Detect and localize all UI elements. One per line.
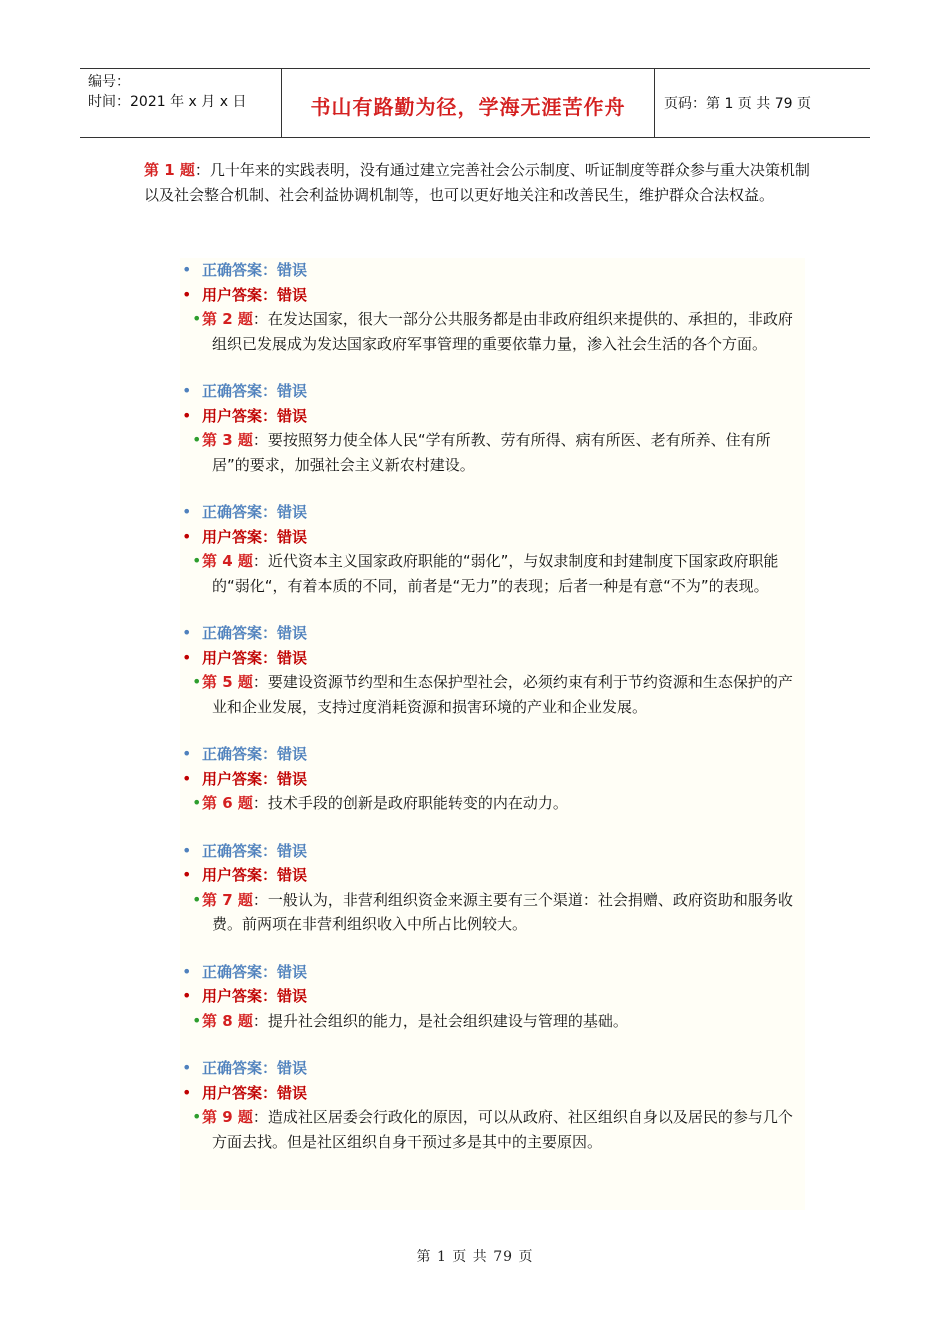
question-body: ：造成社区居委会行政化的原因，可以从政府、社区组织自身以及居民的参与几个方面去找。但是社区组织自身干预过多是其中的主要原因。 — [212, 1108, 793, 1151]
question-block — [180, 379, 800, 477]
user-answer: 用户答案：错误 — [202, 285, 308, 304]
bullet-icon: • — [192, 793, 202, 812]
question-block — [180, 258, 800, 356]
question-block — [180, 742, 800, 816]
first-question — [144, 158, 814, 226]
bullet-icon: • — [182, 502, 192, 521]
bullet-icon: • — [182, 865, 192, 884]
question-label: 第 5 题 — [202, 673, 253, 691]
question-label: 第 4 题 — [202, 552, 253, 570]
correct-answer: 正确答案：错误 — [202, 841, 308, 860]
page-footer: 第 1 页 共 79 页 — [416, 1249, 534, 1265]
user-answer: 用户答案：错误 — [202, 987, 308, 1005]
header-page-info: 页码：第 1 页 共 79 页 — [664, 96, 811, 112]
user-answer-row — [180, 767, 800, 792]
bullet-icon: • — [182, 744, 192, 763]
correct-answer: 正确答案：错误 — [202, 503, 308, 521]
user-answer-row — [180, 283, 800, 308]
question-row — [180, 1105, 800, 1154]
user-answer-row — [180, 984, 800, 1009]
question-text — [144, 158, 814, 208]
bullet-icon: • — [182, 1082, 192, 1102]
bullet-icon: • — [182, 405, 192, 425]
correct-answer-row — [180, 379, 800, 404]
question-body: ：技术手段的创新是政府职能转变的内在动力。 — [252, 794, 568, 812]
bullet-icon: • — [182, 526, 192, 546]
question-label: 第 2 题 — [202, 310, 253, 328]
question-body: ：要按照努力使全体人民“学有所教、劳有所得、病有所医、老有所养、住有所居”的要求，加强社会主义新农村建设。 — [212, 431, 771, 474]
user-answer-row — [180, 404, 800, 429]
page-header — [80, 68, 870, 138]
question-block — [180, 1056, 800, 1154]
user-answer: 用户答案：错误 — [202, 648, 308, 667]
correct-answer-row — [180, 621, 800, 646]
question-row — [180, 307, 800, 356]
question-label: 第 6 题 — [202, 794, 253, 812]
correct-answer: 正确答案：错误 — [202, 962, 308, 981]
number-label: 编号： — [88, 74, 130, 90]
correct-answer-row — [180, 500, 800, 525]
correct-answer: 正确答案：错误 — [202, 382, 308, 400]
question-block — [180, 839, 800, 937]
question-row — [180, 1009, 800, 1034]
header-meta — [88, 72, 246, 112]
correct-answer: 正确答案：错误 — [202, 1059, 308, 1077]
correct-answer: 正确答案：错误 — [202, 624, 308, 642]
bullet-icon: • — [192, 430, 202, 449]
question-label: 第 7 题 — [202, 890, 253, 909]
question-row — [180, 670, 800, 719]
bullet-icon: • — [192, 889, 202, 909]
question-label: 第 3 题 — [202, 431, 253, 449]
bullet-icon: • — [182, 961, 192, 981]
bullet-icon: • — [182, 768, 192, 788]
correct-answer-row — [180, 258, 800, 283]
bullet-icon: • — [182, 986, 192, 1005]
bullet-icon: • — [182, 840, 192, 860]
question-label: 第 8 题 — [202, 1011, 253, 1030]
user-answer: 用户答案：错误 — [202, 406, 308, 425]
bullet-icon: • — [182, 260, 192, 279]
question-row — [180, 549, 800, 598]
question-label: 第 9 题 — [202, 1108, 253, 1126]
question-body: ：近代资本主义国家政府职能的“弱化”，与奴隶制度和封建制度下国家政府职能的“弱化“，有着本质的不同，前者是“无力”的表现；后者一种是有意“不为”的表现。 — [212, 552, 779, 595]
question-row — [180, 888, 800, 937]
bullet-icon: • — [182, 284, 192, 304]
bullet-icon: • — [182, 623, 192, 642]
user-answer-row — [180, 525, 800, 550]
user-answer-row — [180, 863, 800, 888]
header-divider — [654, 69, 655, 137]
user-answer: 用户答案：错误 — [202, 527, 308, 546]
header-motto: 书山有路勤为径，学海无涯苦作舟 — [310, 95, 626, 119]
question-body: ：一般认为，非营利组织资金来源主要有三个渠道：社会捐赠、政府资助和服务收费。前两项在非营利组织收入中所占比例较大。 — [212, 890, 793, 933]
question-body: ：要建设资源节约型和生态保护型社会，必须约束有利于节约资源和生态保护的产业和企业发展，支持过度消耗资源和损害环境的产业和企业发展。 — [212, 673, 793, 716]
correct-answer-row — [180, 1056, 800, 1081]
correct-answer-row — [180, 839, 800, 864]
user-answer: 用户答案：错误 — [202, 866, 308, 884]
bullet-icon: • — [192, 1010, 202, 1030]
bullet-icon: • — [192, 551, 202, 570]
correct-answer: 正确答案：错误 — [202, 261, 308, 279]
bullet-icon: • — [192, 309, 202, 328]
correct-answer-row — [180, 742, 800, 767]
correct-answer: 正确答案：错误 — [202, 745, 308, 763]
bullet-icon: • — [182, 381, 192, 400]
correct-answer-row — [180, 960, 800, 985]
question-block — [180, 500, 800, 598]
user-answer-row — [180, 1081, 800, 1106]
user-answer-row — [180, 646, 800, 671]
question-label: 第 1 题 — [144, 161, 195, 179]
question-body: ：几十年来的实践表明，没有通过建立完善社会公示制度、听证制度等群众参与重大决策机制以及社会整合机制、社会利益协调机制等，也可以更好地关注和改善民生，维护群众合法权益。 — [144, 161, 810, 204]
question-list — [180, 258, 800, 1177]
user-answer: 用户答案：错误 — [202, 1083, 308, 1102]
time-label: 时间：2021 年 x 月 x 日 — [88, 94, 247, 110]
question-body: ：提升社会组织的能力，是社会组织建设与管理的基础。 — [252, 1011, 628, 1030]
question-row — [180, 428, 800, 477]
bullet-icon: • — [192, 672, 202, 691]
question-block — [180, 621, 800, 719]
user-answer: 用户答案：错误 — [202, 769, 308, 788]
bullet-icon: • — [182, 1058, 192, 1077]
question-row — [180, 791, 800, 816]
question-block — [180, 960, 800, 1034]
question-body: ：在发达国家，很大一部分公共服务都是由非政府组织来提供的、承担的，非政府组织已发展成为发达国家政府军事管理的重要依靠力量，渗入社会生活的各个方面。 — [212, 310, 793, 353]
bullet-icon: • — [182, 647, 192, 667]
bullet-icon: • — [192, 1107, 202, 1126]
